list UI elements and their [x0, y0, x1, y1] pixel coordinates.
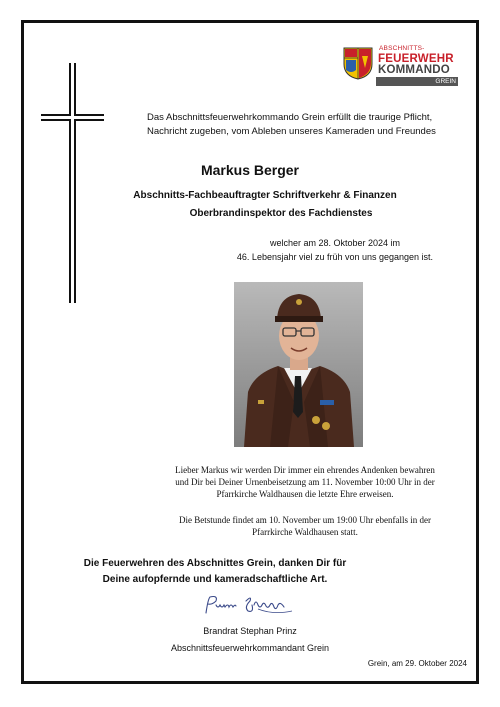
role-line-1: Abschnitts-Fachbeauftragter Schriftverkehr & Finanzen — [133, 190, 397, 201]
message-line-3: Pfarrkirche Waldhausen die letzte Ehre erweisen. — [216, 489, 394, 499]
message-line-1: Lieber Markus wir werden Dir immer ein ehrendes Andenken bewahren — [175, 465, 435, 475]
portrait-photo — [234, 282, 363, 447]
message-paragraph-1 — [150, 464, 460, 500]
role-line-2: Oberbrandinspektor des Fachdienstes — [189, 208, 373, 219]
deceased-name: Markus Berger — [200, 162, 300, 178]
logo-line-4: GREIN — [435, 78, 456, 85]
passed-line-1: welcher am 28. Oktober 2024 im — [269, 238, 401, 248]
message-line-5: Pfarrkirche Waldhausen statt. — [252, 527, 358, 537]
intro-text: Das Abschnittsfeuerwehrkommando Grein erfüllt die traurige Pflicht, Nachricht zugeben, vom Ableben unseres Kameraden und Freundes — [147, 112, 436, 137]
coat-of-arms-icon — [342, 46, 374, 80]
logo-line-1: ABSCHNITTS- — [379, 45, 425, 52]
passed-text — [230, 236, 440, 264]
portrait-image — [234, 282, 363, 447]
cross-icon — [69, 63, 76, 303]
message-line-2: und Dir bei Deiner Urnenbeisetzung am 11. November 10:00 Uhr in der — [175, 477, 435, 487]
closing-line-1: Die Feuerwehren des Abschnittes Grein, danken Dir für — [83, 558, 347, 569]
signer-title: Abschnittsfeuerwehrkommandant Grein — [170, 643, 330, 653]
signer-name: Brandrat Stephan Prinz — [203, 626, 297, 636]
closing-text — [40, 556, 390, 588]
fire-department-logo — [342, 43, 460, 87]
closing-line-2: Deine aufopfernde und kameradschaftliche Art. — [102, 574, 328, 585]
message-paragraph-2 — [150, 514, 460, 538]
logo-line-2: FEUERWEHR — [378, 53, 454, 65]
place-date: Grein, am 29. Oktober 2024 — [367, 659, 467, 668]
logo-line-3: KOMMANDO — [378, 64, 450, 76]
handwritten-signature — [198, 591, 298, 619]
passed-line-2: 46. Lebensjahr viel zu früh von uns gegangen ist. — [236, 252, 434, 262]
message-line-4: Die Betstunde findet am 10. November um 19:00 Uhr ebenfalls in der — [179, 515, 431, 525]
